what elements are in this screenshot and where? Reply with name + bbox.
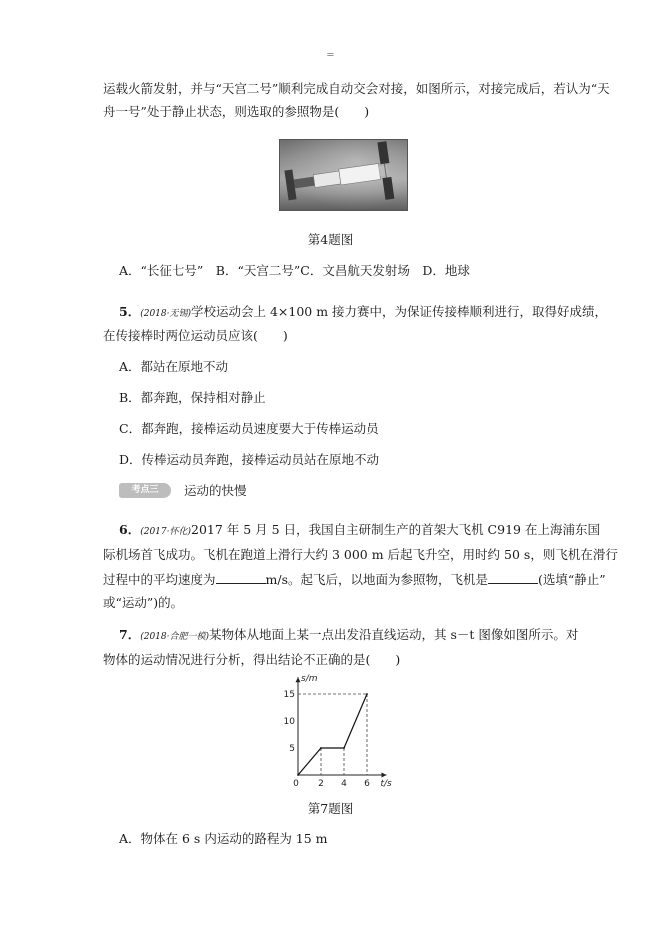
q6-line3-c: (选填“静止” [538,572,606,587]
q7-line1-text: 某物体从地面上某一点出发沿直线运动，其 s－t 图像如图所示。对 [209,627,579,642]
q7-option-a: A．物体在 6 s 内运动的路程为 15 m [119,831,328,846]
q5-option-b: B．都奔跑，保持相对静止 [119,390,266,405]
figure-4-caption: 第4题图 [307,232,354,247]
y-axis-arrow [296,677,301,682]
x-tick-label-0: 0 [293,779,299,789]
q7-line1 [119,627,578,645]
x-tick-label-2: 2 [318,779,324,789]
q5-line1-text: 学校运动会上 4×100 m 接力赛中，为保证传接棒顺利进行，取得好成绩， [191,304,608,319]
q6-number: 6． [119,522,141,537]
y-tick-label-15: 15 [283,690,295,700]
q6-line2: 际机场首飞成功。飞机在跑道上滑行大约 3 000 m 后起飞升空，用时约 50 s，则飞机在滑行 [103,547,618,562]
q6-line3 [103,571,606,588]
q7-source: (2018·合肥一模) [140,632,209,642]
q5-option-a: A．都站在原地不动 [119,359,229,374]
section-badge: 考点三 [119,483,171,498]
data-point-3 [366,693,368,695]
x-tick-label-4: 4 [341,779,347,789]
q6-line3-b: m/s。起飞后，以地面为参照物，飞机是 [265,572,488,587]
q5-line1 [119,304,607,322]
y-axis-label: s/m [301,674,318,685]
q7-line2: 物体的运动情况进行分析，得出结论不正确的是( ) [103,652,401,667]
space-station-photo [279,139,408,211]
speed-answer-blank[interactable] [216,571,266,584]
q6-source: (2017·怀化) [140,527,191,537]
top-mark: = [326,50,335,61]
q5-option-c: C．都奔跑，接棒运动员速度要大于传棒运动员 [119,421,379,436]
motion-answer-blank[interactable] [488,571,538,584]
q7-number: 7． [119,627,141,642]
data-point-0 [297,774,299,776]
q4-options: A．“长征七号” B．“天宫二号”C．文昌航天发射场 D．地球 [119,263,470,278]
y-tick-label-5: 5 [289,744,295,754]
y-tick-label-10: 10 [283,717,295,727]
q6-line4: 或“运动”)的。 [103,595,184,610]
st-graph [280,674,400,789]
q5-number: 5． [119,304,141,319]
x-tick-label-6: 6 [364,779,370,789]
q5-line2: 在传接棒时两位运动员应该( ) [103,328,288,343]
x-axis-label: t/s [380,779,392,789]
data-point-1 [320,747,322,749]
q6-line1 [119,522,600,540]
q6-line3-a: 过程中的平均速度为 [103,572,216,587]
section-title: 运动的快慢 [184,483,247,498]
series-line [298,694,367,775]
data-point-2 [343,747,345,749]
x-axis-arrow [382,773,387,778]
q4-intro-line2: 舟一号”处于静止状态，则选取的参照物是( ) [103,104,370,119]
q5-source: (2018·无锡) [140,309,191,319]
q4-intro-line1: 运载火箭发射，并与“天宫二号”顺利完成自动交会对接，如图所示，对接完成后，若认为“天 [103,81,610,96]
q6-line1-text: 2017 年 5 月 5 日，我国自主研制生产的首架大飞机 C919 在上海浦东国 [191,522,600,537]
figure-7-caption: 第7题图 [307,801,354,816]
q5-option-d: D．传棒运动员奔跑，接棒运动员站在原地不动 [119,452,380,467]
